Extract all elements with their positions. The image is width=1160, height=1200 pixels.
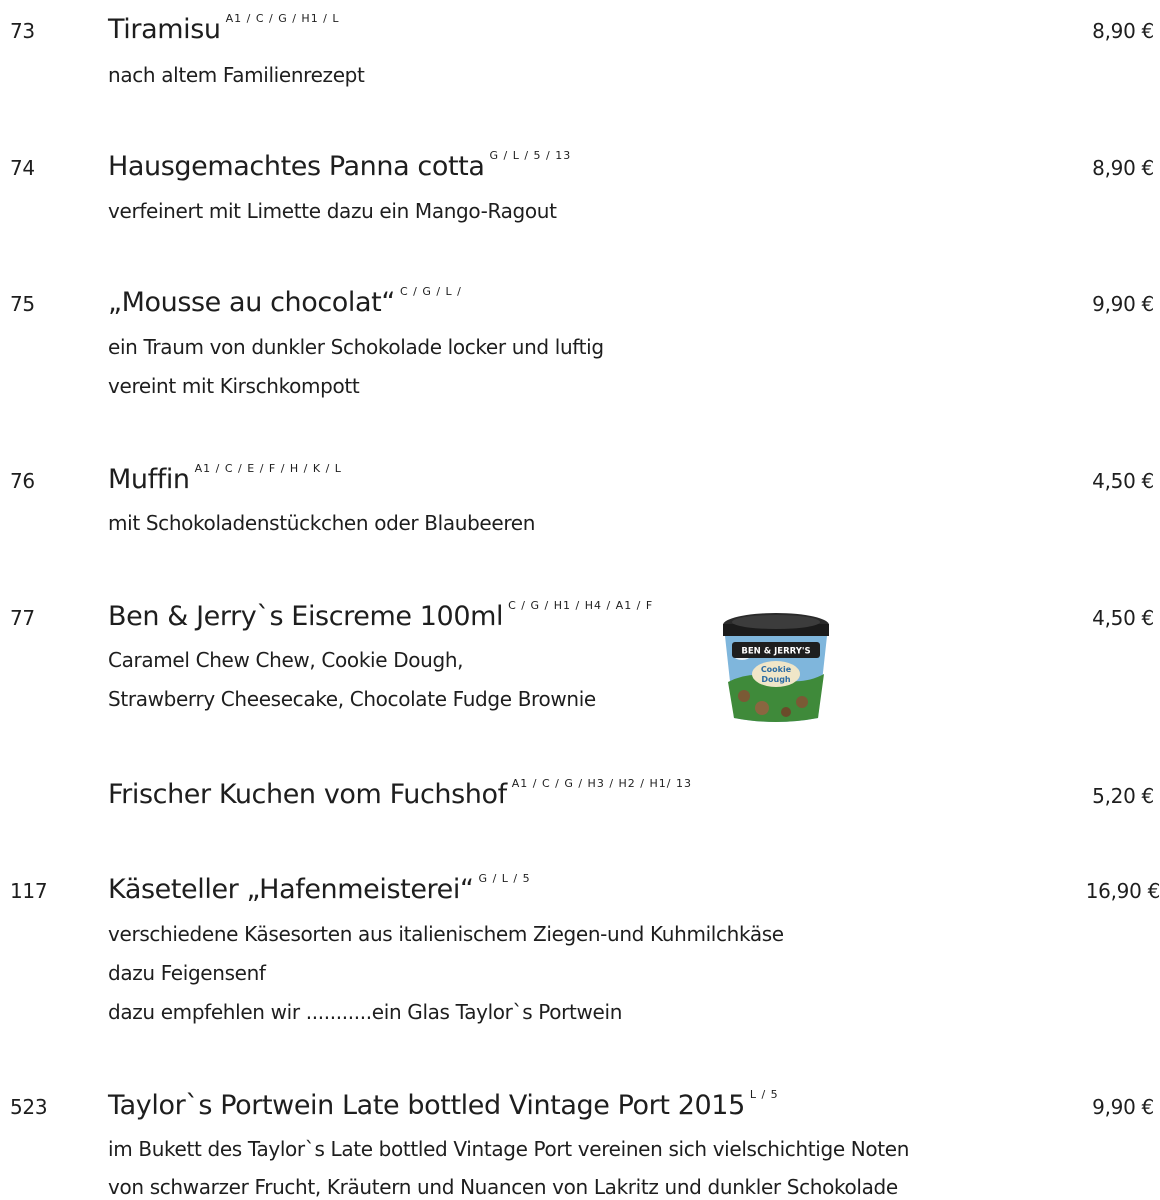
item-title <box>108 1090 779 1121</box>
item-number: 74 <box>10 156 35 180</box>
item-title-text: Frischer Kuchen vom Fuchshof <box>108 779 507 810</box>
item-price: 8,90 € <box>1092 156 1154 180</box>
item-description: ein Traum von dunkler Schokolade locker und luftig <box>108 335 604 359</box>
item-number: 75 <box>10 292 35 316</box>
item-number: 77 <box>10 606 35 630</box>
item-number: 117 <box>10 879 48 903</box>
item-description: dazu Feigensenf <box>108 961 266 985</box>
item-description: mit Schokoladenstückchen oder Blaubeeren <box>108 511 536 535</box>
item-title <box>108 14 340 45</box>
item-title-text: Tiramisu <box>108 14 221 45</box>
item-price: 9,90 € <box>1092 1095 1154 1119</box>
allergen-codes: G / L / 5 / 13 <box>489 149 572 162</box>
item-description: von schwarzer Frucht, Kräutern und Nuancen von Lakritz und dunkler Schokolade <box>108 1175 898 1199</box>
item-title <box>108 151 571 182</box>
item-description: verfeinert mit Limette dazu ein Mango-Ragout <box>108 199 557 223</box>
item-title-text: Käseteller „Hafenmeisterei“ <box>108 874 474 905</box>
item-description: verschiedene Käsesorten aus italienischem Ziegen-und Kuhmilchkäse <box>108 922 784 946</box>
item-title-text: Ben & Jerry`s Eiscreme 100ml <box>108 601 504 632</box>
item-title-text: Hausgemachtes Panna cotta <box>108 151 485 182</box>
allergen-codes: C / G / H1 / H4 / A1 / F <box>508 599 654 612</box>
item-price: 4,50 € <box>1092 606 1154 630</box>
allergen-codes: A1 / C / G / H3 / H2 / H1/ 13 <box>511 777 692 790</box>
tub-brand-label: BEN & JERRY'S <box>741 646 811 657</box>
item-description: Caramel Chew Chew, Cookie Dough, <box>108 648 464 672</box>
tub-flavor-label-2: Dough <box>761 675 791 684</box>
item-price: 4,50 € <box>1092 469 1154 493</box>
item-price: 9,90 € <box>1092 292 1154 316</box>
allergen-codes: A1 / C / E / F / H / K / L <box>194 462 342 475</box>
item-title-text: Muffin <box>108 464 190 495</box>
item-title-text: Taylor`s Portwein Late bottled Vintage Port 2015 <box>108 1090 745 1121</box>
allergen-codes: C / G / L / <box>399 285 462 298</box>
item-title <box>108 874 531 905</box>
item-description: im Bukett des Taylor`s Late bottled Vintage Port vereinen sich vielschichtige Noten <box>108 1137 910 1161</box>
item-title <box>108 601 653 632</box>
item-title <box>108 464 342 495</box>
item-description: Strawberry Cheesecake, Chocolate Fudge Brownie <box>108 687 596 711</box>
item-title <box>108 779 692 810</box>
item-number: 523 <box>10 1095 48 1119</box>
allergen-codes: G / L / 5 <box>478 872 531 885</box>
allergen-codes: L / 5 <box>749 1088 779 1101</box>
item-price: 8,90 € <box>1092 19 1154 43</box>
item-title-text: „Mousse au chocolat“ <box>108 287 395 318</box>
allergen-codes: A1 / C / G / H1 / L <box>225 12 340 25</box>
item-price: 16,90 € <box>1085 879 1160 903</box>
item-number: 73 <box>10 19 35 43</box>
item-description: nach altem Familienrezept <box>108 63 365 87</box>
item-description: dazu empfehlen wir ...........ein Glas Taylor`s Portwein <box>108 1000 623 1024</box>
item-description: vereint mit Kirschkompott <box>108 374 360 398</box>
item-price: 5,20 € <box>1092 784 1154 808</box>
item-number: 76 <box>10 469 35 493</box>
tub-flavor-label-1: Cookie <box>760 665 792 674</box>
item-title <box>108 287 462 318</box>
ice-cream-tub-image <box>722 612 830 726</box>
